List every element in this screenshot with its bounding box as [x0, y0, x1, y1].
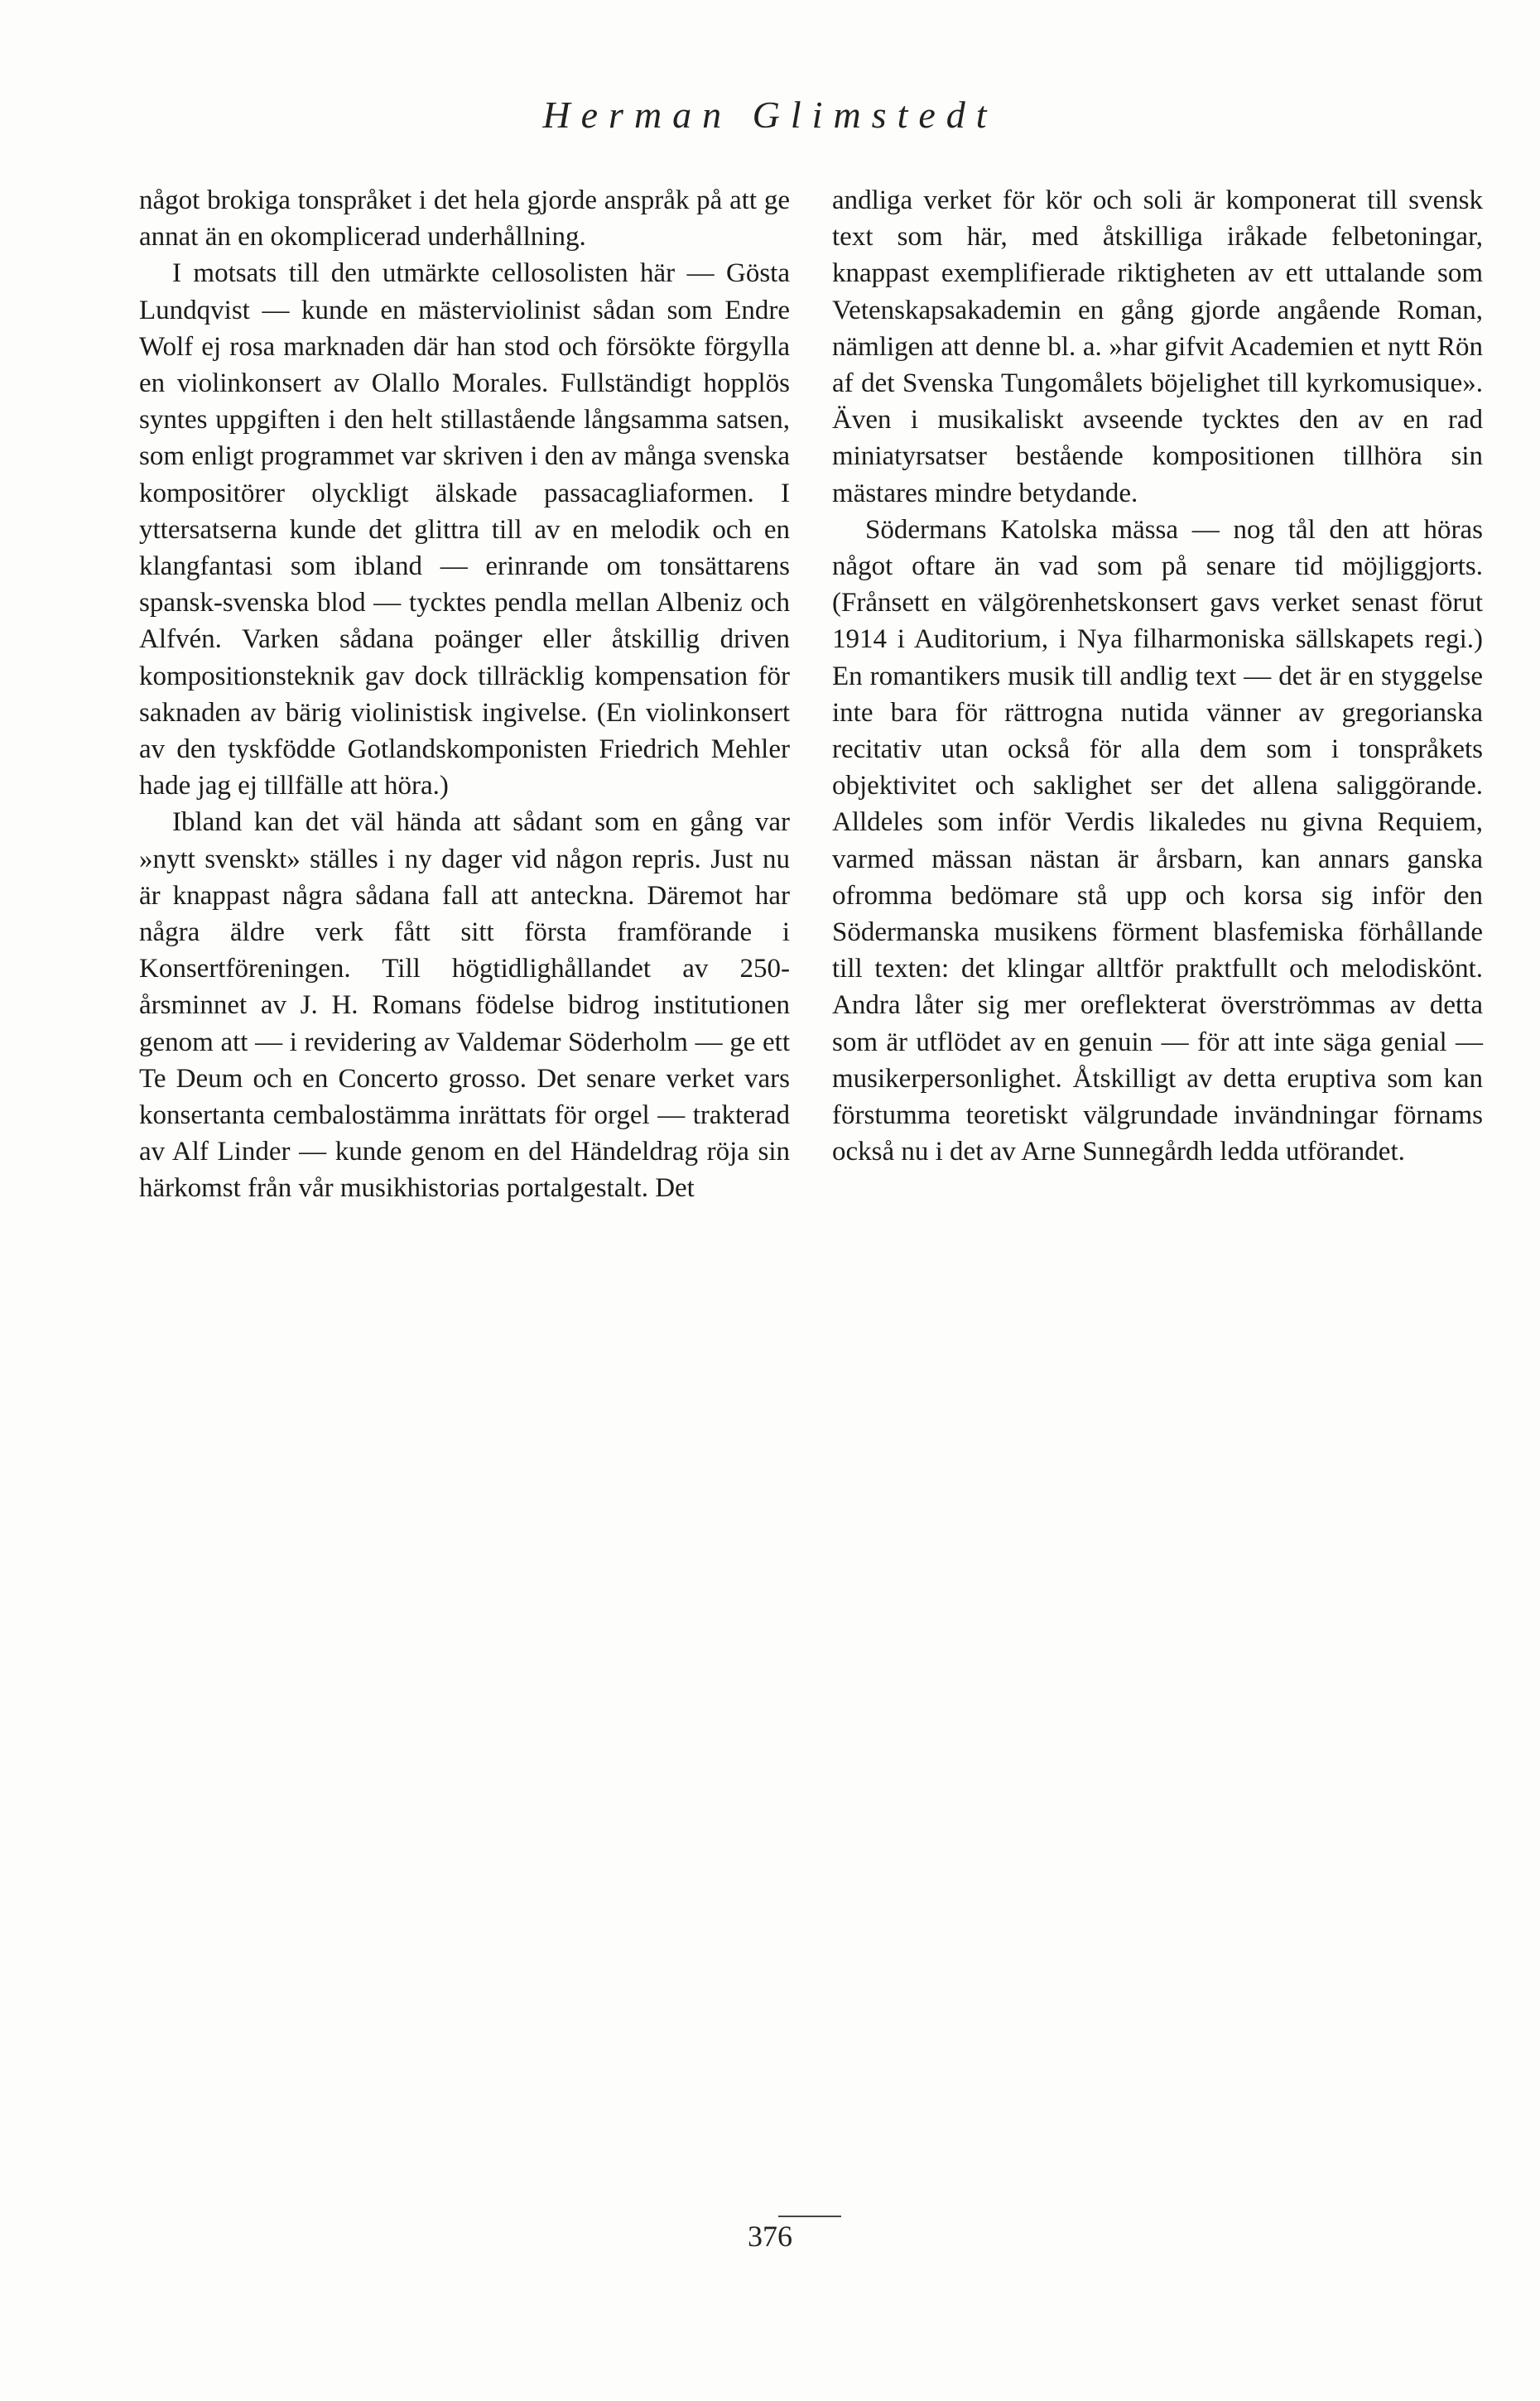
right-text-column [832, 182, 1483, 1170]
left-text-column [139, 182, 790, 1207]
running-head-author: Herman Glimstedt [542, 94, 998, 136]
paragraph: något brokiga tonspråket i det hela gjorde anspråk på att ge annat än en okomplicerad underhållning. [139, 185, 790, 253]
page-number: 376 [748, 2220, 792, 2253]
paragraph: I motsats till den utmärkte cellosolisten här — Gösta Lundqvist — kunde en mästerviolinist sådan som Endre Wolf ej rosa marknaden där han stod och försökte förgylla en violinkonsert av Olallo Morales. Fullständigt hopplös syntes uppgiften i den helt stillastående långsamma satsen, som enligt programmet var skriven i den av många svenska kompositörer olyckligt älskade passacagliaformen. I yttersatserna kunde det glittra till av en melodik och en klangfantasi som ibland — erinrande om tonsättarens spansk-svenska blod — tycktes pendla mellan Albeniz och Alfvén. Varken sådana poänger eller åtskillig driven kompositionsteknik gav dock tillräcklig kompensation för saknaden av bärig violinistisk ingivelse. (En violinkonsert av den tyskfödde Gotlandskomponisten Friedrich Mehler hade jag ej tillfälle att höra.) [139, 258, 790, 801]
paragraph: Södermans Katolska mässa — nog tål den att höras något oftare än vad som på senare tid möjliggjorts. (Frånsett en välgörenhetskonsert gavs verket senast förut 1914 i Auditorium, i Nya filharmoniska sällskapets regi.) En romantikers musik till andlig text — det är en styggelse inte bara för rättrogna nutida vänner av gregorianska recitativ utan också för alla dem som i tonspråkets objektivitet och saklighet ser det allena saliggörande. Alldeles som inför Verdis likaledes nu givna Requiem, varmed mässan nästan är årsbarn, kan annars ganska ofromma bedömare stå upp och korsa sig inför den Södermanska musikens förment blasfemiska förhållande till texten: det klingar alltför praktfullt och melodiskönt. Andra låter sig mer oreflekterat överströmmas av detta som är utflödet av en genuin — för att inte säga genial — musikerpersonlighet. Åtskilligt av detta eruptiva som kan förstumma teoretiskt välgrundade invändningar förnams också nu i det av Arne Sunnegårdh ledda utförandet. [832, 514, 1483, 1167]
paragraph: andliga verket för kör och soli är komponerat till svensk text som här, med åtskilliga iråkade felbetoningar, knappast exemplifierade riktigheten av ett uttalande som Vetenskapsakademin en gång gjorde angående Roman, nämligen att denne bl. a. »har gifvit Academien et nytt Rön af det Svenska Tungomålets böjelighet till kyrkomusique». Även i musikaliskt avseende tycktes den av en rad miniatyrsatser bestående kompositionen tillhöra sin mästares mindre betydande. [832, 185, 1483, 508]
paragraph: Ibland kan det väl hända att sådant som en gång var »nytt svenskt» ställes i ny dager vid någon repris. Just nu är knappast några sådana fall att anteckna. Däremot har några äldre verk fått sitt första framförande i Konsertföreningen. Till högtidlighållandet av 250-årsminnet av J. H. Romans födelse bidrog institutionen genom att — i revidering av Valdemar Söderholm — ge ett Te Deum och en Concerto grosso. Det senare verket vars konsertanta cembalostämma inrättats för orgel — trakterad av Alf Linder — kunde genom en del Händeldrag röja sin härkomst från vår musikhistorias portalgestalt. Det [139, 807, 790, 1204]
page-number-rule [778, 2216, 841, 2217]
